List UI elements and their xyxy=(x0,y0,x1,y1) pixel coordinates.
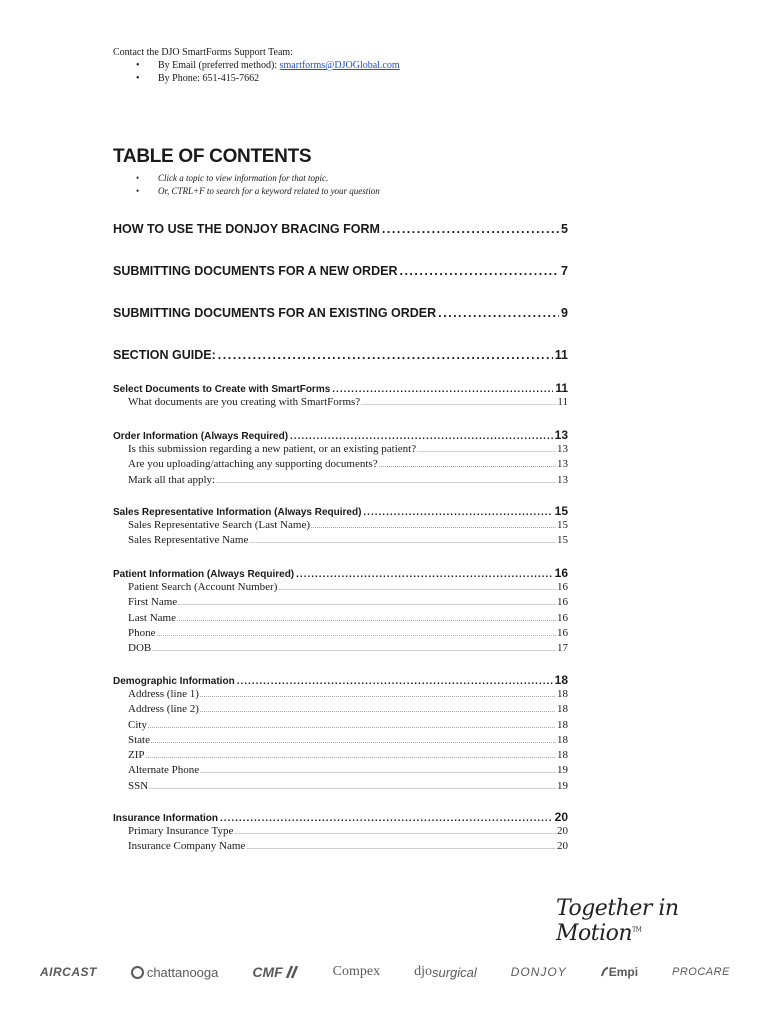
toc-subentry[interactable] xyxy=(113,764,568,779)
cmf-slash-icon xyxy=(283,965,299,979)
toc-subentry[interactable] xyxy=(113,534,568,549)
toc-section-heading[interactable] xyxy=(113,673,568,688)
subentry-label: Insurance Company Name xyxy=(128,840,246,853)
contact-heading: Contact the DJO SmartForms Support Team: xyxy=(113,47,293,58)
subentry-page: 19 xyxy=(557,764,568,777)
leader-dots xyxy=(311,519,556,531)
toc-subentry[interactable] xyxy=(113,825,568,840)
section-page: 16 xyxy=(554,566,568,580)
leader-dots xyxy=(200,764,556,776)
leader-dots xyxy=(417,443,556,455)
subentry-page: 18 xyxy=(557,688,568,700)
subentry-label: Patient Search (Account Number) xyxy=(128,581,278,593)
subentry-label: Address (line 1) xyxy=(128,688,199,700)
chattanooga-wordmark: chattanooga xyxy=(146,964,219,980)
toc-major-entry[interactable] xyxy=(113,264,568,278)
subentry-page: 13 xyxy=(557,443,568,455)
toc-section-heading[interactable] xyxy=(113,428,568,443)
toc-section xyxy=(113,673,568,795)
section-page: 18 xyxy=(554,673,568,687)
toc-section xyxy=(113,381,568,411)
subentry-page: 13 xyxy=(557,458,568,471)
subentry-label: What documents are you creating with SmartForms? xyxy=(128,396,361,408)
toc-subentry[interactable] xyxy=(113,749,568,764)
subentry-label: ZIP xyxy=(128,749,145,762)
toc-section-heading[interactable] xyxy=(113,504,568,519)
cmf-logo xyxy=(252,964,298,980)
subentry-page: 15 xyxy=(557,534,568,547)
subentry-page: 20 xyxy=(557,825,568,837)
toc-entry-page: 5 xyxy=(561,222,568,236)
toc-title: TABLE OF CONTENTS xyxy=(113,146,312,167)
djo-surgical-logo xyxy=(414,964,477,980)
subentry-label: SSN xyxy=(128,779,149,792)
slogan xyxy=(556,896,770,946)
empi-logo xyxy=(601,965,638,979)
subentry-page: 16 xyxy=(557,581,568,593)
toc-subentry[interactable] xyxy=(113,703,568,718)
subentry-label: Mark all that apply: xyxy=(128,473,216,486)
brand-logos xyxy=(40,960,730,984)
subentry-label: Sales Representative Name xyxy=(128,534,249,547)
subentry-page: 11 xyxy=(557,396,568,408)
surgical-wordmark: surgical xyxy=(431,964,477,980)
subentry-label: Is this submission regarding a new patient, or an existing patient? xyxy=(128,443,417,455)
leader-dots xyxy=(157,627,557,639)
toc-section xyxy=(113,810,568,856)
subentry-label: Alternate Phone xyxy=(128,764,200,777)
toc-subentry[interactable] xyxy=(113,596,568,611)
section-page: 11 xyxy=(555,381,568,395)
leader-dots xyxy=(148,719,556,731)
subentry-label: City xyxy=(128,718,147,731)
toc-section-heading[interactable] xyxy=(113,381,568,396)
email-label: By Email (preferred method): xyxy=(158,60,280,71)
subentry-label: Are you uploading/attaching any supporting documents? xyxy=(128,458,378,471)
toc-section xyxy=(113,566,568,657)
leader-dots xyxy=(178,596,556,608)
subentry-label: DOB xyxy=(128,642,152,655)
toc-subentry[interactable] xyxy=(113,396,568,411)
toc-note: • Click a topic to view information for that topic. xyxy=(113,172,380,185)
subentry-label: State xyxy=(128,733,150,746)
toc-entry-label: HOW TO USE THE DONJOY BRACING FORM xyxy=(113,222,380,236)
section-title: Order Information (Always Required) xyxy=(113,431,289,442)
subentry-label: Address (line 2) xyxy=(128,703,199,716)
procare-logo: PROCARE xyxy=(672,966,730,978)
contact-phone: • By Phone: 651-415-7662 xyxy=(113,72,400,85)
leader-dots xyxy=(200,703,556,715)
toc-section-heading[interactable] xyxy=(113,566,568,581)
chattanooga-ring-icon xyxy=(131,966,144,979)
leader-dots xyxy=(278,581,556,593)
toc-subentry[interactable] xyxy=(113,840,568,855)
contact-list xyxy=(113,59,400,85)
toc-entry-page: 9 xyxy=(561,306,568,320)
subentry-page: 18 xyxy=(557,718,568,731)
subentry-page: 16 xyxy=(557,611,568,624)
subentry-page: 19 xyxy=(557,779,568,792)
toc-notes xyxy=(113,172,380,198)
subentry-page: 18 xyxy=(557,703,568,716)
toc-section-heading[interactable] xyxy=(113,810,568,825)
toc-major-entry[interactable] xyxy=(113,222,568,236)
toc-section xyxy=(113,428,568,489)
toc-subentry[interactable] xyxy=(113,734,568,749)
leader-dots xyxy=(177,612,556,624)
leader-dots xyxy=(152,642,556,654)
toc-subentry[interactable] xyxy=(113,780,568,795)
toc-major-entry[interactable] xyxy=(113,348,568,362)
leader-dots xyxy=(234,825,556,837)
contact-email xyxy=(113,59,400,72)
donjoy-logo: DONJOY xyxy=(510,965,567,979)
leader-dots xyxy=(216,474,556,486)
toc-subentry[interactable] xyxy=(113,612,568,627)
leader-dots xyxy=(399,264,559,278)
leader-dots xyxy=(220,813,553,824)
toc-entry-page: 7 xyxy=(561,264,568,278)
section-page: 15 xyxy=(554,504,568,518)
toc-subentry[interactable] xyxy=(113,627,568,642)
leader-dots xyxy=(379,458,556,470)
leader-dots xyxy=(149,780,556,792)
toc-subentry[interactable] xyxy=(113,443,568,458)
leader-dots xyxy=(290,431,553,442)
subentry-label: Primary Insurance Type xyxy=(128,825,234,837)
toc-section xyxy=(113,504,568,550)
slogan-text: Together in Motion xyxy=(556,896,679,946)
toc-subentry[interactable] xyxy=(113,458,568,473)
aircast-logo: AIRCAST xyxy=(40,965,97,979)
section-title: Sales Representative Information (Always Required) xyxy=(113,507,362,518)
toc-subentry[interactable] xyxy=(113,474,568,489)
leader-dots xyxy=(296,569,553,580)
subentry-label: Sales Representative Search (Last Name) xyxy=(128,519,311,531)
leader-dots xyxy=(382,222,559,236)
subentry-label: First Name xyxy=(128,596,178,609)
empi-swoosh-icon xyxy=(601,967,609,977)
leader-dots xyxy=(332,384,553,395)
subentry-page: 18 xyxy=(557,733,568,746)
trademark-mark: TM xyxy=(632,926,642,934)
leader-dots xyxy=(146,749,557,761)
support-contact xyxy=(113,46,400,85)
section-title: Select Documents to Create with SmartForms xyxy=(113,384,331,395)
section-page: 20 xyxy=(554,810,568,824)
subentry-label: Phone xyxy=(128,626,156,639)
toc-entry-page: 11 xyxy=(554,348,568,362)
leader-dots xyxy=(237,676,553,687)
leader-dots xyxy=(246,840,556,852)
toc-entry-label: SUBMITTING DOCUMENTS FOR AN EXISTING ORDER xyxy=(113,306,437,320)
chattanooga-logo xyxy=(131,965,219,980)
subentry-page: 15 xyxy=(557,519,568,531)
toc-entry-label: SUBMITTING DOCUMENTS FOR A NEW ORDER xyxy=(113,264,398,278)
subentry-page: 16 xyxy=(557,596,568,609)
section-title: Insurance Information xyxy=(113,813,219,824)
leader-dots xyxy=(249,534,556,546)
leader-dots xyxy=(218,348,553,362)
subentry-page: 18 xyxy=(557,749,568,762)
toc-subentry[interactable] xyxy=(113,519,568,534)
email-link[interactable]: smartforms@DJOGlobal.com xyxy=(279,60,400,71)
compex-logo: Compex xyxy=(332,964,381,979)
djo-wordmark: djo xyxy=(414,964,432,979)
toc-note: • Or, CTRL+F to search for a keyword related to your question xyxy=(113,185,380,198)
toc-subentry[interactable] xyxy=(113,719,568,734)
leader-dots xyxy=(363,507,552,518)
cmf-wordmark: CMF xyxy=(252,964,283,980)
leader-dots xyxy=(438,306,559,320)
empi-wordmark: Empi xyxy=(608,965,639,979)
section-page: 13 xyxy=(554,428,568,442)
toc-subentry[interactable] xyxy=(113,642,568,657)
subentry-page: 16 xyxy=(557,626,568,639)
section-title: Patient Information (Always Required) xyxy=(113,569,295,580)
toc-entry-label: SECTION GUIDE: xyxy=(113,348,216,362)
toc-major-entry[interactable] xyxy=(113,306,568,320)
subentry-page: 20 xyxy=(557,840,568,853)
leader-dots xyxy=(200,688,556,700)
section-title: Demographic Information xyxy=(113,676,235,687)
toc-subentry[interactable] xyxy=(113,688,568,703)
subentry-label: Last Name xyxy=(128,611,176,624)
leader-dots xyxy=(151,734,556,746)
toc-subentry[interactable] xyxy=(113,581,568,596)
subentry-page: 13 xyxy=(557,473,568,486)
subentry-page: 17 xyxy=(557,642,568,655)
leader-dots xyxy=(361,396,556,408)
